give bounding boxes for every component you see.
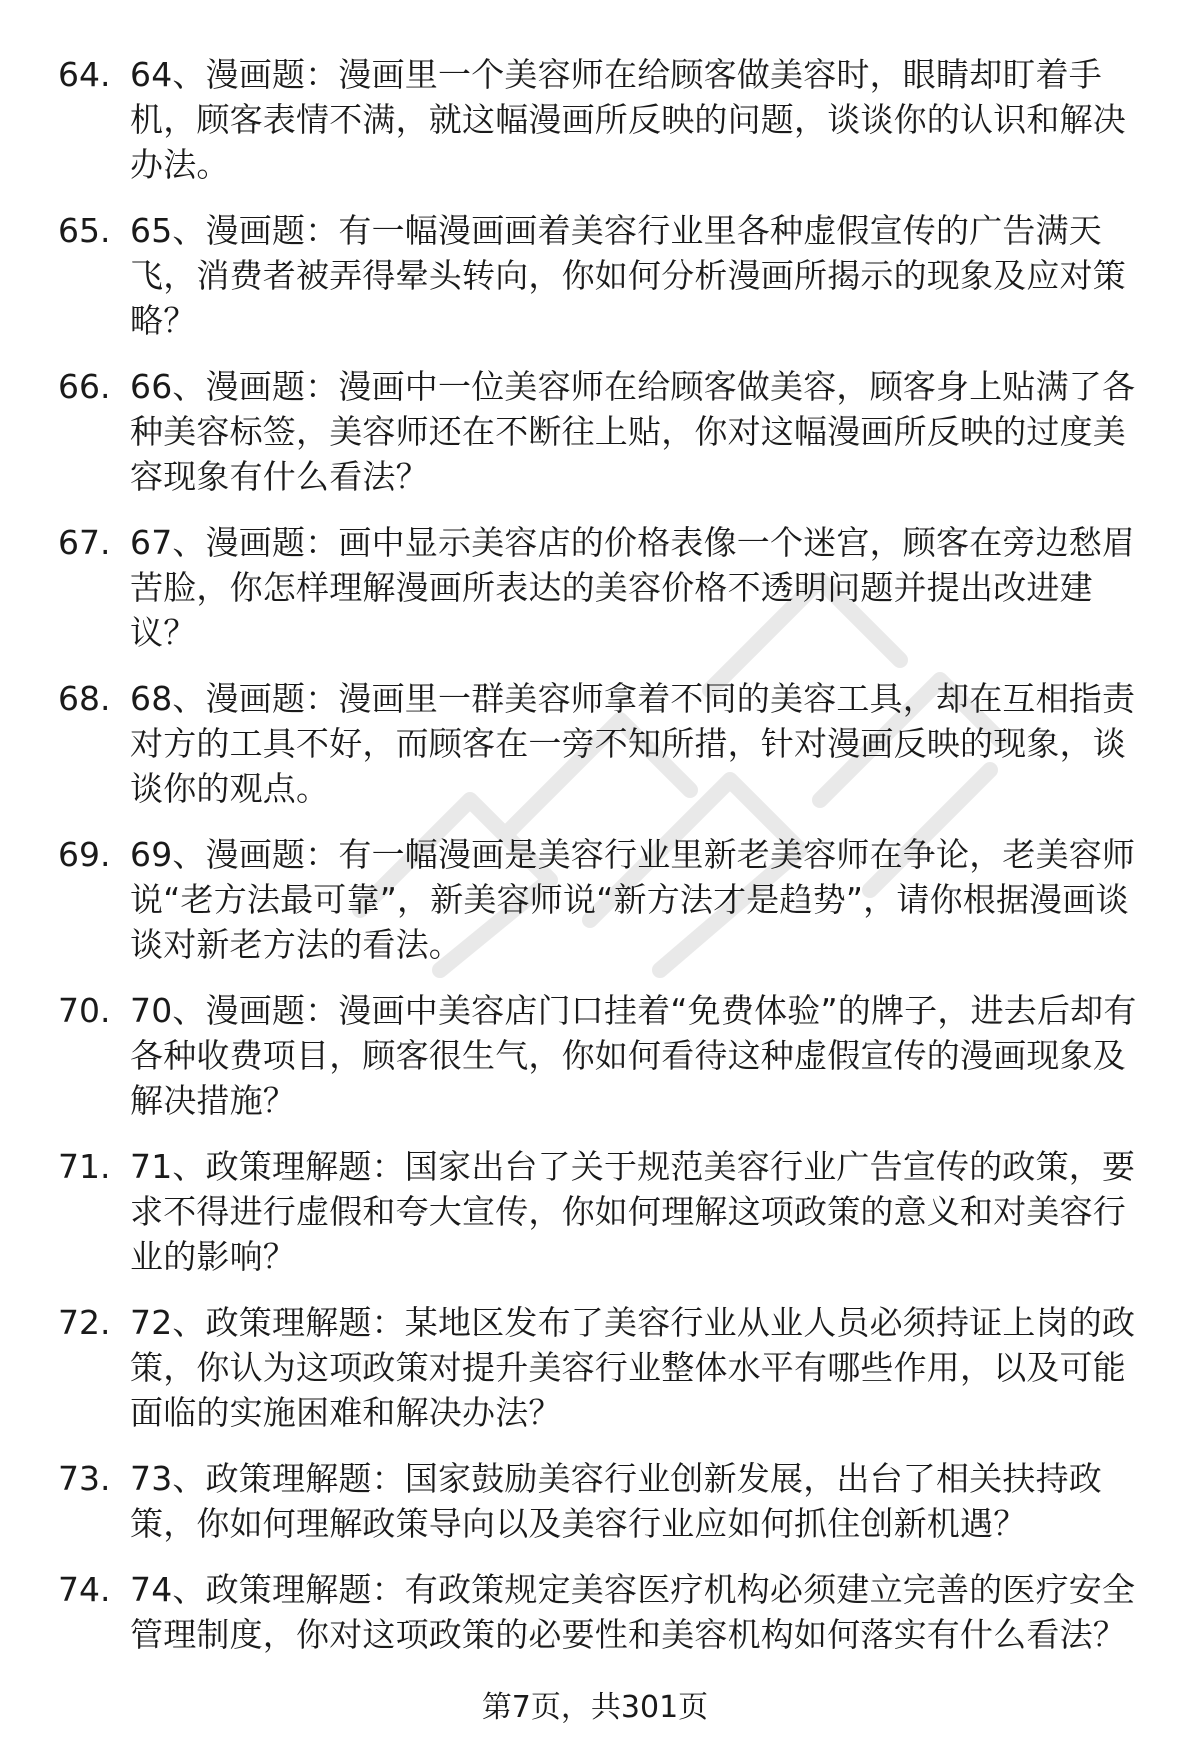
question-item: [58, 832, 1158, 967]
question-text: 73、政策理解题：国家鼓励美容行业创新发展，出台了相关扶持政策，你如何理解政策导向以及美容行业应如何抓住创新机遇？: [130, 1459, 1102, 1543]
question-item: [58, 52, 1158, 187]
question-number: 66.: [58, 367, 111, 406]
question-text: 68、漫画题：漫画里一群美容师拿着不同的美容工具，却在互相指责对方的工具不好，而顾客在一旁不知所措，针对漫画反映的现象，谈谈你的观点。: [130, 679, 1136, 808]
question-number: 74.: [58, 1570, 111, 1609]
question-number: 67.: [58, 523, 111, 562]
question-text: 67、漫画题：画中显示美容店的价格表像一个迷宫，顾客在旁边愁眉苦脸，你怎样理解漫画所表达的美容价格不透明问题并提出改进建议？: [130, 523, 1136, 652]
question-item: [58, 1567, 1158, 1657]
question-text: 71、政策理解题：国家出台了关于规范美容行业广告宣传的政策，要求不得进行虚假和夸大宣传，你如何理解这项政策的意义和对美容行业的影响？: [130, 1147, 1136, 1276]
question-text: 74、政策理解题：有政策规定美容医疗机构必须建立完善的医疗安全管理制度，你对这项政策的必要性和美容机构如何落实有什么看法？: [130, 1570, 1136, 1654]
page-footer: 第7页，共301页: [481, 1690, 709, 1725]
question-number: 65.: [58, 211, 111, 250]
question-item: [58, 988, 1158, 1123]
question-item: [58, 364, 1158, 499]
question-number: 64.: [58, 55, 111, 94]
question-item: [58, 676, 1158, 811]
question-number: 71.: [58, 1147, 111, 1186]
question-item: [58, 208, 1158, 343]
question-number: 69.: [58, 835, 111, 874]
question-item: [58, 1300, 1158, 1435]
question-number: 70.: [58, 991, 111, 1030]
question-item: [58, 520, 1158, 655]
question-text: 70、漫画题：漫画中美容店门口挂着“免费体验”的牌子，进去后却有各种收费项目，顾客很生气，你如何看待这种虚假宣传的漫画现象及解决措施？: [130, 991, 1137, 1120]
question-number: 72.: [58, 1303, 111, 1342]
question-text: 69、漫画题：有一幅漫画是美容行业里新老美容师在争论，老美容师说“老方法最可靠”，新美容师说“新方法才是趋势”，请你根据漫画谈谈对新老方法的看法。: [130, 835, 1136, 964]
question-text: 65、漫画题：有一幅漫画画着美容行业里各种虚假宣传的广告满天飞，消费者被弄得晕头转向，你如何分析漫画所揭示的现象及应对策略？: [130, 211, 1126, 340]
question-text: 64、漫画题：漫画里一个美容师在给顾客做美容时，眼睛却盯着手机，顾客表情不满，就这幅漫画所反映的问题，谈谈你的认识和解决办法。: [130, 55, 1126, 184]
question-text: 66、漫画题：漫画中一位美容师在给顾客做美容，顾客身上贴满了各种美容标签，美容师还在不断往上贴，你对这幅漫画所反映的过度美容现象有什么看法？: [130, 367, 1136, 496]
question-list: [58, 52, 1158, 1678]
question-text: 72、政策理解题：某地区发布了美容行业从业人员必须持证上岗的政策，你认为这项政策对提升美容行业整体水平有哪些作用，以及可能面临的实施困难和解决办法？: [130, 1303, 1136, 1432]
question-item: [58, 1456, 1158, 1546]
question-number: 68.: [58, 679, 111, 718]
question-number: 73.: [58, 1459, 111, 1498]
question-item: [58, 1144, 1158, 1279]
